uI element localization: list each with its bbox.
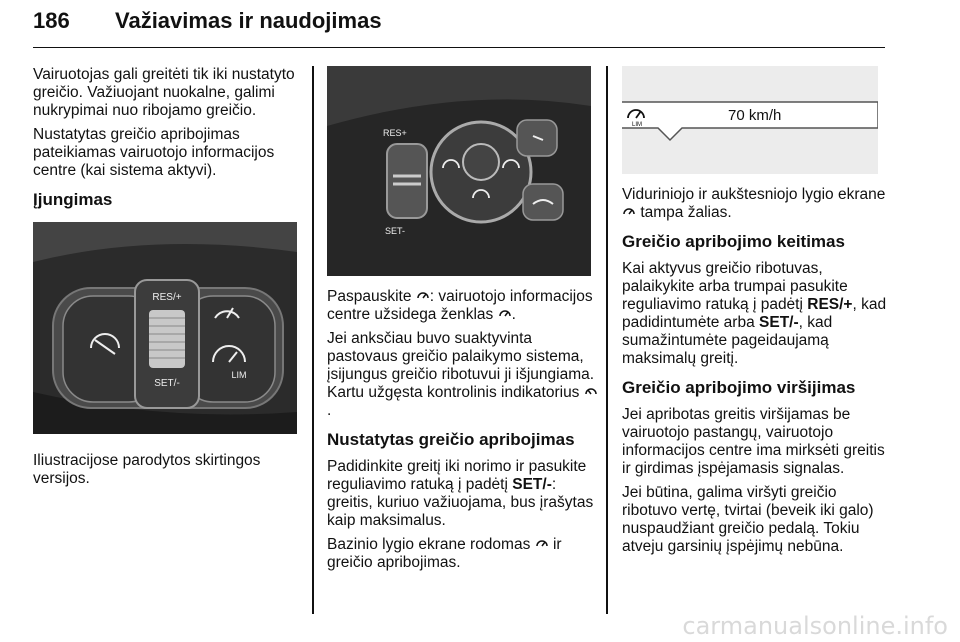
heading-change-limit: Greičio apribojimo keitimas xyxy=(622,232,845,251)
steering-wheel-controls-figure xyxy=(33,222,297,434)
speed-limiter-icon xyxy=(498,307,512,321)
set-label: SET/- xyxy=(154,378,180,389)
watermark: carmanualsonline.info xyxy=(682,612,948,640)
driver-info-display-figure xyxy=(622,66,878,174)
page-header xyxy=(33,4,885,48)
res-label: RES/+ xyxy=(152,292,182,303)
paragraph-press-limiter: Paspauskite : vairuotojo informacijos centre užsidega ženklas . xyxy=(327,288,593,323)
paragraph-override: Jei būtina, galima viršyti greičio ribotuvo vertę, tvirtai (beveik iki galo) nuspaudžiant greičio pedalą. Tokiu atveju garsinių įspėjimų nebūna. xyxy=(622,484,874,555)
paragraph-set-limit: Padidinkite greitį iki norimo ir pasukite reguliavimo ratuką į padėtį SET/-: greitis, kuriuo važiuojama, bus įrašytas kaip maksimalus. xyxy=(327,458,594,529)
column-left xyxy=(33,66,305,494)
column-right xyxy=(622,66,894,562)
paragraph-cruise-off: Jei anksčiau buvo suaktyvinta pastovaus greičio palaikymo sistema, įsijungus greičio ribotuvui ji išjungiama. Kartu užgęsta kontrolinis indikatorius . xyxy=(327,330,599,420)
paragraph-limit-display: Nustatytas greičio apribojimas pateikiamas vairuotojo informacijos centre (kai sistema aktyvi). xyxy=(33,126,275,179)
speed-limiter-icon xyxy=(622,205,636,219)
heading-activation: Įjungimas xyxy=(33,190,113,209)
paragraph-change-limit: Kai aktyvus greičio ribotuvas, palaikykite arba trumpai pasukite reguliavimo ratuką į padėtį RES/+, kad padidintumėte arba SET/-, kad sumažintumėte pageidaujamą maksimalų greitį. xyxy=(622,260,887,367)
column-divider-left xyxy=(312,66,314,614)
figure-caption: Iliustracijose parodytos skirtingos versijos. xyxy=(33,452,261,487)
chapter-title: Važiavimas ir naudojimas xyxy=(115,8,382,33)
speed-limiter-icon xyxy=(416,289,430,303)
speed-limiter-icon xyxy=(535,537,549,551)
display-speed-value: 70 km/h xyxy=(728,107,782,124)
steering-wheel-dial-figure xyxy=(327,66,591,276)
paragraph-display-green: Viduriniojo ir aukštesniojo lygio ekrane tampa žalias. xyxy=(622,186,886,221)
column-middle xyxy=(327,66,599,578)
display-lim-label: LIM xyxy=(632,122,643,128)
page-number: 186 xyxy=(33,8,70,33)
paragraph-exceed-warning: Jei apribotas greitis viršijamas be vairuotojo pastangų, vairuotojo informacijos centre ima mirksėti greitis ir girdimas įspėjamasis signalas. xyxy=(622,406,885,477)
heading-set-limit: Nustatytas greičio apribojimas xyxy=(327,430,575,449)
paragraph-base-display: Bazinio lygio ekrane rodomas ir greičio apribojimas. xyxy=(327,536,562,571)
lim-label: LIM xyxy=(231,370,247,380)
heading-exceed-limit: Greičio apribojimo viršijimas xyxy=(622,378,856,397)
res-label-b: RES+ xyxy=(383,128,407,138)
column-divider-right xyxy=(606,66,608,614)
cruise-control-indicator-icon xyxy=(584,385,598,399)
paragraph-limit-intro: Vairuotojas gali greitėti tik iki nustatyto greičio. Važiuojant nuokalne, galimi nukrypimai nuo ribojamo greičio. xyxy=(33,66,295,119)
set-label-b: SET- xyxy=(385,226,406,236)
